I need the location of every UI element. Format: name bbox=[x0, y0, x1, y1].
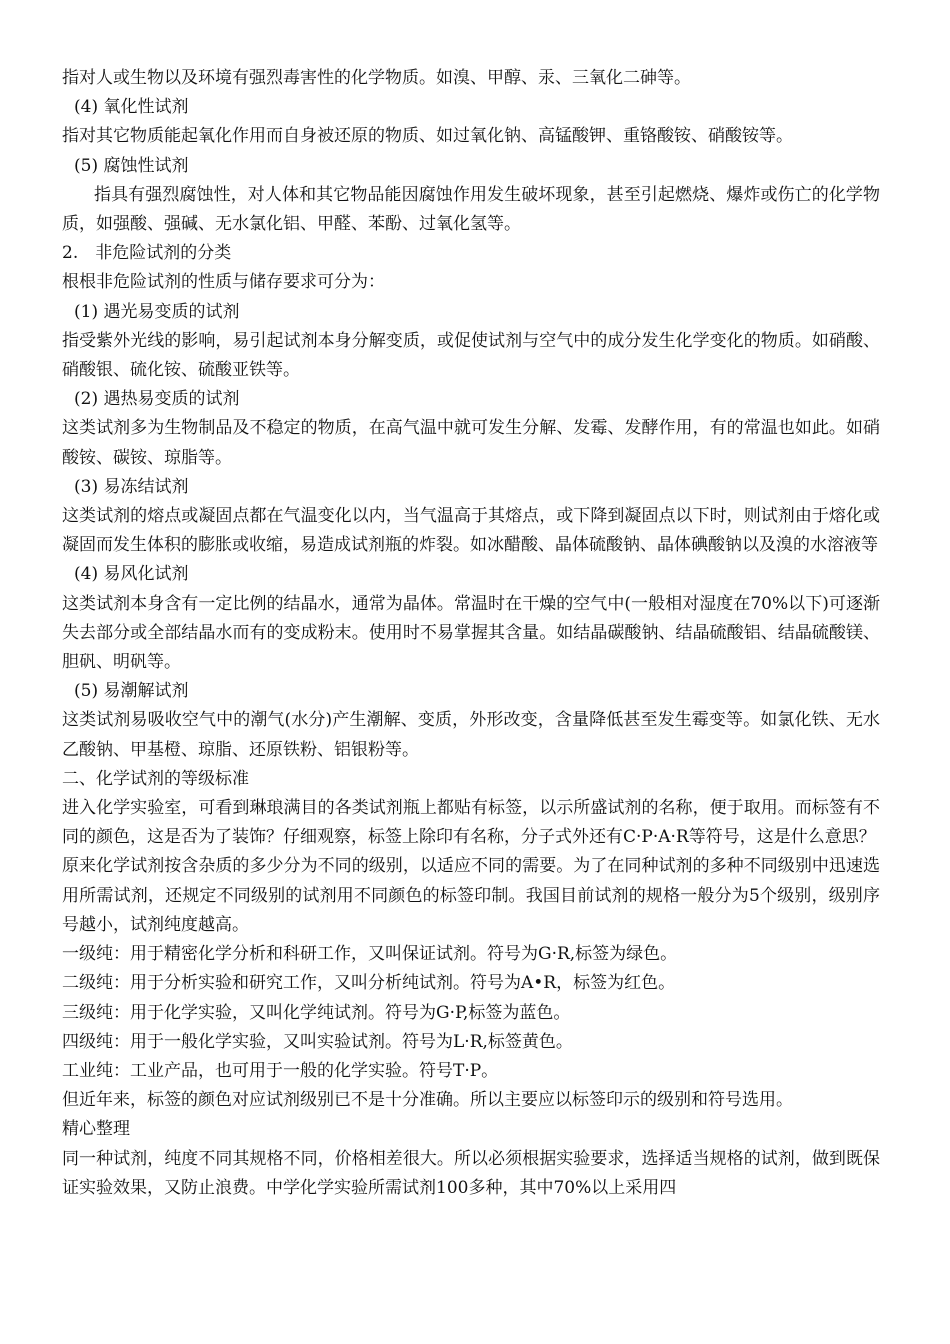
paragraph-light-sensitive: 指受紫外光线的影响，易引起试剂本身分解变质，或促使试剂与空气中的成分发生化学变化的物质。如硝酸、硝酸银、硫化铵、硫酸亚铁等。 bbox=[62, 330, 880, 381]
paragraph-freezable: 这类试剂的熔点或凝固点都在气温变化以内，当气温高于其熔点，或下降到凝固点以下时，则试剂由于熔化或凝固而发生体积的膨胀或收缩，易造成试剂瓶的炸裂。如冰醋酸、晶体硫酸钠、晶体碘酸钠以及溴的水溶液等 bbox=[62, 506, 880, 556]
paragraph-corrosive-definition: 指具有强烈腐蚀性，对人体和其它物品能因腐蚀作用发生破坏现象，甚至引起燃烧、爆炸或伤亡的化学物质，如强酸、强碱、无水氯化铝、甲醛、苯酚、过氧化氢等。 bbox=[62, 184, 880, 235]
heading-heat-sensitive: (2) 遇热易变质的试剂 bbox=[74, 389, 240, 410]
paragraph-label-intro: 进入化学实验室，可看到琳琅满目的各类试剂瓶上都贴有标签，以示所盛试剂的名称，便于取用。而标签有不同的颜色，这是否为了装饰？仔细观察，标签上除印有名称，分子式外还有C·P·A·R等符号，这是什么意思？ bbox=[62, 798, 880, 848]
paragraph-toxic-definition: 指对人或生物以及环境有强烈毒害性的化学物质。如溴、甲醇、汞、三氧化二砷等。 bbox=[62, 68, 691, 88]
heading-grade-standards: 二、化学试剂的等级标准 bbox=[62, 768, 249, 789]
paragraph-efflorescent: 这类试剂本身含有一定比例的结晶水，通常为晶体。常温时在干燥的空气中(一般相对湿度在70%以下)可逐渐失去部分或全部结晶水而有的变成粉末。使用时不易掌握其含量。如结晶碳酸钠、结晶硫酸铝、结晶硫酸镁、胆矾、明矾等。 bbox=[62, 593, 880, 673]
heading-deliquescent: (5) 易潮解试剂 bbox=[74, 681, 189, 702]
paragraph-selection-advice: 同一种试剂，纯度不同其规格不同，价格相差很大。所以必须根据实验要求，选择适当规格的试剂，做到既保证实验效果，又防止浪费。中学化学实验所需试剂100多种，其中70%以上采用四 bbox=[62, 1148, 880, 1198]
heading-efflorescent: (4) 易风化试剂 bbox=[74, 564, 189, 585]
grade-industrial: 工业纯：工业产品，也可用于一般的化学实验。符号T·P。 bbox=[62, 1060, 499, 1081]
grade-level-3: 三级纯：用于化学实验，又叫化学纯试剂。符号为G·P,标签为蓝色。 bbox=[62, 1002, 571, 1023]
heading-freezable: (3) 易冻结试剂 bbox=[74, 476, 189, 497]
paragraph-deliquescent: 这类试剂易吸收空气中的潮气(水分)产生潮解、变质，外形改变，含量降低甚至发生霉变等。如氯化铁、无水乙酸钠、甲基橙、琼脂、还原铁粉、铝银粉等。 bbox=[62, 710, 880, 760]
paragraph-grade-explanation: 原来化学试剂按含杂质的多少分为不同的级别，以适应不同的需要。为了在同种试剂的多种不同级别中迅速选用所需试剂，还规定不同级别的试剂用不同颜色的标签印制。我国目前试剂的规格一般分为5个级别，级别序号越小，试剂纯度越高。 bbox=[62, 856, 880, 935]
paragraph-heat-sensitive: 这类试剂多为生物制品及不稳定的物质，在高气温中就可发生分解、发霉、发酵作用，有的常温也如此。如硝酸铵、碳铵、琼脂等。 bbox=[62, 418, 880, 468]
note-curated: 精心整理 bbox=[62, 1119, 130, 1140]
paragraph-oxidizing-definition: 指对其它物质能起氧化作用而自身被还原的物质、如过氧化钠、高锰酸钾、重铬酸铵、硝酸铵等。 bbox=[62, 126, 793, 147]
heading-oxidizing-reagents: (4) 氧化性试剂 bbox=[74, 97, 189, 118]
grade-level-4: 四级纯：用于一般化学实验，又叫实验试剂。符号为L·R,标签黄色。 bbox=[62, 1031, 573, 1052]
grade-level-1: 一级纯：用于精密化学分析和科研工作，又叫保证试剂。符号为G·R,标签为绿色。 bbox=[62, 944, 678, 965]
grade-level-2: 二级纯：用于分析实验和研究工作，又叫分析纯试剂。符号为A•R，标签为红色。 bbox=[62, 973, 676, 994]
paragraph-classification-intro: 根根非危险试剂的性质与储存要求可分为： bbox=[62, 272, 385, 293]
heading-non-hazardous-classification: 2. 非危险试剂的分类 bbox=[62, 243, 232, 264]
heading-light-sensitive: (1) 遇光易变质的试剂 bbox=[74, 301, 240, 322]
document-body bbox=[62, 64, 880, 1203]
heading-corrosive-reagents: (5) 腐蚀性试剂 bbox=[74, 155, 189, 176]
paragraph-label-color-note: 但近年来，标签的颜色对应试剂级别已不是十分准确。所以主要应以标签印示的级别和符号选用。 bbox=[62, 1090, 793, 1111]
